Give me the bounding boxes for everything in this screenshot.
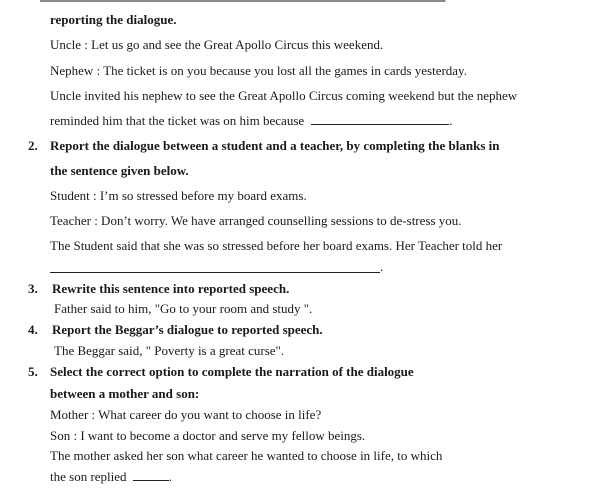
q5-report-line-2: [50, 469, 172, 485]
q3-number: 3.: [28, 281, 38, 296]
q2-answer-blank[interactable]: [50, 272, 380, 273]
q5-end-punct: .: [168, 469, 173, 484]
q5-heading-line-1: Select the correct option to complete the narration of the dialogue: [50, 364, 414, 379]
q4-heading: Report the Beggar’s dialogue to reported speech.: [52, 322, 323, 337]
q2-number: 2.: [28, 138, 38, 153]
q5-dialogue-son: Son : I want to become a doctor and serve my fellow beings.: [50, 428, 366, 443]
q5-answer-blank[interactable]: [133, 470, 169, 481]
q3-heading: Rewrite this sentence into reported speech.: [52, 281, 290, 296]
q1-heading-tail: reporting the dialogue.: [50, 12, 177, 27]
q1-report-text: reminded him that the ticket was on him because: [50, 113, 305, 128]
q1-dialogue-uncle: Uncle : Let us go and see the Great Apollo Circus this weekend.: [50, 37, 384, 52]
q1-end-punct: .: [449, 113, 453, 128]
q1-answer-blank[interactable]: [311, 114, 449, 125]
q2-report-line: The Student said that she was so stressed before her board exams. Her Teacher told her: [50, 238, 503, 253]
q2-dialogue-teacher: Teacher : Don’t worry. We have arranged counselling sessions to de-stress you.: [50, 213, 462, 228]
q5-heading-line-2: between a mother and son:: [50, 386, 200, 401]
q1-report-line-1: Uncle invited his nephew to see the Great Apollo Circus coming weekend but the nephew: [50, 88, 518, 103]
cropped-previous-line: [40, 0, 560, 2]
q4-sentence: The Beggar said, " Poverty is a great curse".: [54, 343, 285, 358]
q1-report-line-2: [50, 113, 453, 129]
q5-report-text: the son replied: [50, 469, 127, 484]
q2-end-punct: .: [380, 259, 384, 274]
q1-dialogue-nephew: Nephew : The ticket is on you because you lost all the games in cards yesterday.: [50, 63, 467, 78]
q5-report-line-1: The mother asked her son what career he wanted to choose in life, to which: [50, 448, 443, 463]
q3-sentence: Father said to him, "Go to your room and study ".: [54, 301, 313, 316]
q2-heading-line-2: the sentence given below.: [50, 163, 189, 178]
q2-heading-line-1: Report the dialogue between a student and a teacher, by completing the blanks in: [50, 138, 500, 153]
q2-dialogue-student: Student : I’m so stressed before my board exams.: [50, 188, 307, 203]
q4-number: 4.: [28, 322, 38, 337]
q5-dialogue-mother: Mother : What career do you want to choose in life?: [50, 407, 322, 422]
q5-number: 5.: [28, 364, 38, 379]
